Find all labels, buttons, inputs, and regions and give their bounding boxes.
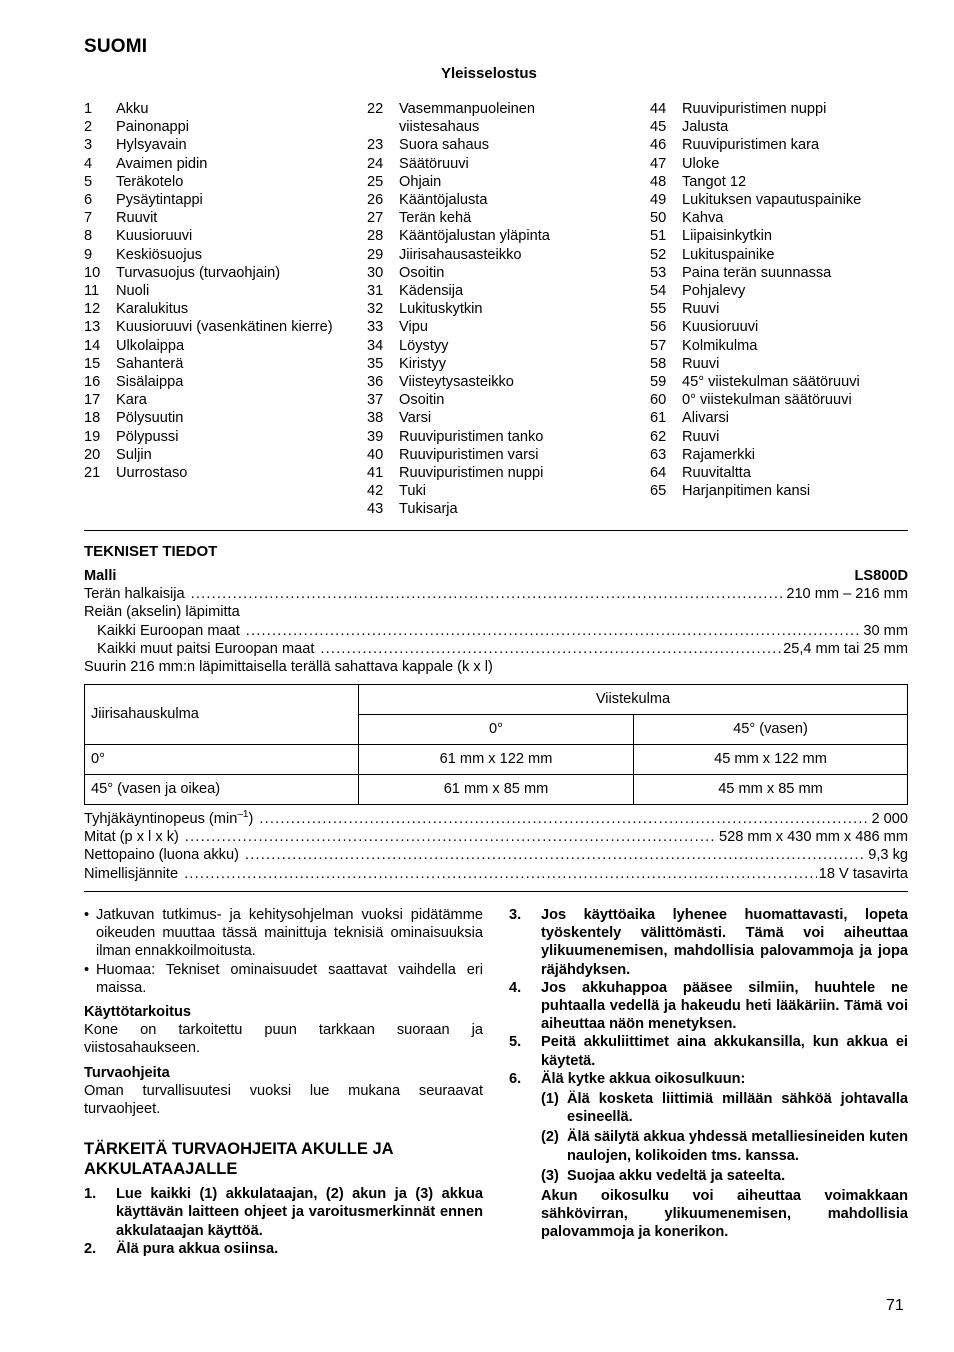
- list-item: [367, 318, 617, 336]
- part-number: 22: [367, 101, 384, 117]
- safety-heading: Turvaohjeita: [84, 1064, 170, 1081]
- list-item: [84, 428, 334, 446]
- item-text: Älä kytke akkua oikosulkuun:: [541, 1070, 746, 1087]
- part-number: 7: [84, 210, 93, 227]
- spec-dims-value: 528 mm x 430 mm x 486 mm: [719, 829, 908, 846]
- list-item: [84, 337, 334, 355]
- part-name: Nuoli: [116, 283, 150, 300]
- part-number: 40: [367, 446, 384, 463]
- leader-dots: [246, 622, 862, 640]
- part-name: Turvasuojus (turvaohjain): [116, 264, 281, 281]
- item-number: 3.: [509, 907, 522, 923]
- part-name: Kiristyy: [399, 355, 447, 372]
- spec-weight-label: Nettopaino (luona akku): [84, 847, 239, 864]
- part-number: 13: [84, 319, 101, 336]
- part-name: Kääntöjalustan yläpinta: [399, 228, 550, 245]
- list-item: [650, 136, 908, 154]
- part-number: 50: [650, 210, 667, 227]
- specifications: [84, 543, 908, 676]
- part-number: 26: [367, 192, 384, 209]
- item-number: 1.: [84, 1186, 97, 1203]
- part-number: 6: [84, 192, 93, 209]
- part-name: Hylsyavain: [116, 137, 187, 154]
- list-item: [509, 1070, 908, 1088]
- part-number: 25: [367, 173, 384, 190]
- sub-item-text: Älä säilytä akkua yhdessä metalliesineiden kuten naulojen, kolikoiden tms. kanssa.: [567, 1129, 908, 1164]
- part-name: Ulkolaippa: [116, 337, 185, 354]
- list-item: [650, 100, 908, 118]
- sub-item: [541, 1167, 908, 1185]
- part-name: Painonappi: [116, 119, 190, 136]
- part-name: Kuusioruuvi: [116, 228, 193, 245]
- list-item: [367, 373, 617, 391]
- list-item: [650, 337, 908, 355]
- part-number: 64: [650, 465, 667, 482]
- part-number: 54: [650, 283, 667, 300]
- part-name: Osoitin: [399, 392, 445, 409]
- list-item: [367, 482, 617, 500]
- list-item: [367, 155, 617, 173]
- list-item: [84, 155, 334, 173]
- table-cell-miter: 45° (vasen ja oikea): [85, 775, 359, 805]
- bullet-icon: •: [84, 907, 90, 923]
- part-name: Ruuvitaltta: [682, 465, 751, 482]
- part-name: Kädensija: [399, 283, 464, 300]
- part-name: Säätöruuvi: [399, 155, 469, 172]
- part-name: Terän kehä: [399, 210, 472, 227]
- sub-item-text: Älä kosketa liittimiä millään sähköä johtavalla esineellä.: [567, 1091, 908, 1126]
- spec-model-label: Malli: [84, 568, 117, 584]
- list-item: [650, 155, 908, 173]
- part-name: Jiirisahausasteikko: [399, 246, 522, 263]
- part-number: 33: [367, 319, 384, 336]
- part-name: Paina terän suunnassa: [682, 264, 832, 281]
- part-name: Alivarsi: [682, 410, 730, 427]
- part-name: Karalukitus: [116, 301, 189, 318]
- list-item: [650, 227, 908, 245]
- table-row: [85, 745, 908, 775]
- spec-model-row: [84, 567, 908, 585]
- table-cell-bevel-0: 61 mm x 122 mm: [359, 745, 634, 775]
- part-name: Pysäytintappi: [116, 192, 203, 209]
- list-item: [84, 373, 334, 391]
- miter-angle-header: Jiirisahauskulma: [85, 685, 359, 745]
- spec-bore-row: [84, 603, 908, 621]
- list-item: [650, 464, 908, 482]
- list-item: [367, 100, 617, 136]
- spec-dims-label: Mitat (p x l x k): [84, 829, 179, 846]
- item-text: Jos akkuhappoa pääsee silmiin, huuhtele ne puhtaalla vedellä ja hakeudu heti lääkäriin. Tämä voi aiheuttaa näön menetyksen.: [541, 979, 908, 1033]
- part-number: 29: [367, 246, 384, 263]
- part-number: 24: [367, 155, 384, 172]
- part-name: Lukituskytkin: [399, 301, 483, 318]
- list-item: [650, 355, 908, 373]
- part-name: Ruuvi: [682, 355, 720, 372]
- part-number: 10: [84, 264, 101, 281]
- part-name: Rajamerkki: [682, 446, 755, 463]
- part-number: 45: [650, 119, 667, 136]
- spec-noload-row: [84, 810, 908, 828]
- intended-use-text: Kone on tarkoitettu puun tarkkaan suoraan ja viistosahaukseen.: [84, 1022, 483, 1057]
- leader-dots: [191, 585, 785, 603]
- spec-dims-row: [84, 828, 908, 846]
- spec-capacity-label: Suurin 216 mm:n läpimittaisella terällä sahattava kappale (k x l): [84, 659, 493, 676]
- list-item: [650, 246, 908, 264]
- spec-blade-row: [84, 585, 908, 603]
- list-item: [367, 209, 617, 227]
- list-item: [367, 337, 617, 355]
- list-item: [84, 118, 334, 136]
- part-name: Ruuvipuristimen tanko: [399, 428, 544, 445]
- list-item: [367, 191, 617, 209]
- intended-use-heading: Käyttötarkoitus: [84, 1004, 192, 1021]
- list-item: [84, 100, 334, 118]
- spec-weight-value: 9,3 kg: [868, 847, 908, 864]
- item-number: 2.: [84, 1240, 97, 1257]
- part-name: Suora sahaus: [399, 137, 490, 154]
- part-name: Ruuvipuristimen varsi: [399, 446, 539, 463]
- part-number: 21: [84, 465, 101, 482]
- part-number: 36: [367, 374, 384, 391]
- spec-bore-europe-label: Kaikki Euroopan maat: [97, 622, 240, 639]
- list-item: [367, 282, 617, 300]
- item-number: 6.: [509, 1070, 522, 1087]
- part-number: 46: [650, 137, 667, 154]
- sub-item: [541, 1090, 908, 1126]
- spec-noload-label-close: ): [248, 811, 254, 827]
- list-item: [650, 446, 908, 464]
- part-number: 39: [367, 428, 384, 445]
- part-name: Liipaisinkytkin: [682, 228, 773, 245]
- spec-bore-other-value: 25,4 mm tai 25 mm: [783, 640, 908, 657]
- part-number: 15: [84, 355, 101, 372]
- part-number: 31: [367, 283, 384, 300]
- part-number: 61: [650, 410, 667, 427]
- list-item: [650, 428, 908, 446]
- bullet-icon: •: [84, 961, 90, 978]
- part-name: Ruuvipuristimen kara: [682, 137, 820, 154]
- list-item: [650, 391, 908, 409]
- part-name: Uurrostaso: [116, 465, 188, 482]
- sub-item-number: (3): [541, 1167, 559, 1184]
- part-name: Teräkotelo: [116, 173, 184, 190]
- list-item: [84, 246, 334, 264]
- part-number: 59: [650, 374, 667, 391]
- list-item: [650, 209, 908, 227]
- divider-bottom: [84, 891, 908, 892]
- spec-voltage-label: Nimellisjännite: [84, 865, 179, 882]
- part-number: 53: [650, 264, 667, 281]
- part-number: 52: [650, 246, 667, 263]
- part-number: 30: [367, 264, 384, 281]
- part-name: Kara: [116, 392, 147, 409]
- list-item: [84, 391, 334, 409]
- part-name: Varsi: [399, 410, 432, 427]
- list-item: [367, 500, 617, 518]
- general-description-title: Yleisselostus: [441, 65, 537, 82]
- list-item: [650, 282, 908, 300]
- sub-item: [541, 1128, 908, 1164]
- leader-dots: [185, 828, 717, 846]
- list-item: [367, 355, 617, 373]
- parts-list-col1: [84, 100, 334, 482]
- part-name: Ruuvit: [116, 210, 158, 227]
- list-item: [650, 318, 908, 336]
- list-item: [650, 173, 908, 191]
- part-number: 60: [650, 392, 667, 409]
- part-number: 19: [84, 428, 101, 445]
- part-number: 41: [367, 465, 384, 482]
- item-text: Peitä akkuliittimet aina akkukansilla, kun akkua ei käytetä.: [541, 1034, 908, 1069]
- list-item: [84, 209, 334, 227]
- list-item: [509, 1033, 908, 1069]
- list-item: [84, 300, 334, 318]
- list-item: [84, 961, 483, 997]
- bullet-text: Jatkuvan tutkimus- ja kehitysohjelman vuoksi pidätämme oikeuden muuttaa tässä mainittuja teknisiä ominaisuuksia ilman ennakkoilmoitusta.: [96, 907, 483, 960]
- list-item: [650, 118, 908, 136]
- list-item: [367, 227, 617, 245]
- part-name: Kuusioruuvi: [682, 319, 759, 336]
- part-number: 12: [84, 301, 101, 318]
- part-number: 14: [84, 337, 101, 354]
- part-name: Kahva: [682, 210, 724, 227]
- list-item: [650, 264, 908, 282]
- list-item: [367, 136, 617, 154]
- part-name: 0° viistekulman säätöruuvi: [682, 392, 852, 409]
- list-item: [650, 300, 908, 318]
- spec-bore-other-label: Kaikki muut paitsi Euroopan maat: [97, 640, 315, 657]
- part-name: Vasemmanpuoleinen viistesahaus: [399, 101, 536, 136]
- page-number: 71: [886, 1297, 904, 1314]
- spec-model-value: LS800D: [854, 568, 908, 584]
- parts-list-col3: [650, 100, 908, 500]
- part-name: Kuusioruuvi (vasenkätinen kierre): [116, 319, 333, 336]
- part-name: Ruuvipuristimen nuppi: [399, 465, 544, 482]
- part-number: 23: [367, 137, 384, 154]
- table-cell-miter: 0°: [85, 745, 359, 775]
- part-name: Sisälaippa: [116, 374, 184, 391]
- part-number: 1: [84, 101, 93, 117]
- list-item: [84, 446, 334, 464]
- list-item: [84, 409, 334, 427]
- part-name: Uloke: [682, 155, 720, 172]
- specifications-continued: [84, 810, 908, 883]
- list-item: [84, 282, 334, 300]
- part-name: Löystyy: [399, 337, 449, 354]
- list-item: [367, 246, 617, 264]
- part-number: 3: [84, 137, 93, 154]
- short-circuit-warning: Akun oikosulku voi aiheuttaa voimakkaan sähkövirran, ylikuumenemisen, mahdollisia palovammoja ja konerikon.: [541, 1188, 908, 1241]
- part-number: 32: [367, 301, 384, 318]
- left-column: [84, 906, 483, 1258]
- spec-bore-label: Reiän (akselin) läpimitta: [84, 604, 240, 621]
- bullet-text: Huomaa: Tekniset ominaisuudet saattavat vaihdella eri maissa.: [96, 961, 483, 996]
- part-name: Pölypussi: [116, 428, 179, 445]
- language-heading: SUOMI: [84, 36, 148, 57]
- list-item: [84, 173, 334, 191]
- part-number: 44: [650, 101, 667, 117]
- bevel-angle-header: Viistekulma: [359, 685, 908, 715]
- part-number: 11: [84, 283, 100, 300]
- part-number: 65: [650, 483, 667, 500]
- table-cell-bevel-0: 61 mm x 85 mm: [359, 775, 634, 805]
- leader-dots: [259, 810, 869, 828]
- right-column: [509, 906, 908, 1242]
- list-item: [509, 979, 908, 1034]
- part-number: 17: [84, 392, 101, 409]
- list-item: [84, 191, 334, 209]
- part-name: Osoitin: [399, 264, 445, 281]
- part-name: Vipu: [399, 319, 428, 336]
- list-item: [84, 355, 334, 373]
- list-item: [650, 409, 908, 427]
- battery-safety-heading: TÄRKEITÄ TURVAOHJEITA AKULLE JA AKKULATAAJALLE: [84, 1140, 393, 1179]
- spec-bore-europe-value: 30 mm: [863, 622, 908, 639]
- part-name: Lukituspainike: [682, 246, 775, 263]
- part-number: 8: [84, 228, 93, 245]
- divider-top: [84, 530, 908, 531]
- part-number: 42: [367, 483, 384, 500]
- leader-dots: [245, 846, 866, 864]
- table-cell-bevel-45: 45 mm x 122 mm: [634, 745, 908, 775]
- part-name: Pohjalevy: [682, 283, 746, 300]
- list-item: [84, 1185, 483, 1240]
- part-name: Viisteytysasteikko: [399, 374, 514, 391]
- part-number: 37: [367, 392, 384, 409]
- list-item: [650, 373, 908, 391]
- safety-text: Oman turvallisuutesi vuoksi lue mukana seuraavat turvaohjeet.: [84, 1082, 483, 1118]
- part-number: 57: [650, 337, 667, 354]
- part-number: 16: [84, 374, 101, 391]
- part-name: Ruuvi: [682, 428, 720, 445]
- list-item: [84, 464, 334, 482]
- part-name: Suljin: [116, 446, 152, 463]
- part-name: Kääntöjalusta: [399, 192, 488, 209]
- bevel-45-header: 45° (vasen): [634, 715, 908, 745]
- part-number: 62: [650, 428, 667, 445]
- list-item: [367, 428, 617, 446]
- spec-noload-label: [84, 810, 253, 828]
- part-number: 9: [84, 246, 93, 263]
- item-text: Jos käyttöaika lyhenee huomattavasti, lopeta työskentely välittömästi. Tämä voi aiheuttaa ylikuumenemisen, mahdollisia palovammoja ja jopa räjähdyksen.: [541, 907, 908, 978]
- part-name: Keskiösuojus: [116, 246, 202, 263]
- part-name: Kolmikulma: [682, 337, 758, 354]
- sub-item-text: Suojaa akku vedeltä ja sateelta.: [567, 1167, 786, 1184]
- sub-item-number: (2): [541, 1129, 559, 1146]
- table-row: [85, 775, 908, 805]
- list-item: [509, 906, 908, 979]
- item-text: Lue kaikki (1) akkulataajan, (2) akun ja (3) akkua käyttävän laitteen ohjeet ja varoitusmerkinnät ennen akkulataajan käyttöä.: [116, 1186, 483, 1239]
- part-name: Harjanpitimen kansi: [682, 483, 811, 500]
- part-number: 49: [650, 192, 667, 209]
- part-number: 63: [650, 446, 667, 463]
- part-name: 45° viistekulman säätöruuvi: [682, 374, 860, 391]
- spec-voltage-value: 18 V tasavirta: [818, 865, 908, 882]
- spec-noload-unit-exponent: –1: [237, 809, 249, 820]
- part-name: Akku: [116, 101, 149, 117]
- part-number: 51: [650, 228, 667, 245]
- part-name: Ruuvipuristimen nuppi: [682, 101, 827, 117]
- part-number: 28: [367, 228, 384, 245]
- table-cell-bevel-45: 45 mm x 85 mm: [634, 775, 908, 805]
- list-item: [84, 318, 334, 336]
- list-item: [367, 264, 617, 282]
- part-number: 20: [84, 446, 101, 463]
- part-name: Tuki: [399, 483, 427, 500]
- leader-dots: [184, 865, 817, 883]
- part-name: Avaimen pidin: [116, 155, 208, 172]
- list-item: [650, 191, 908, 209]
- list-item: [367, 446, 617, 464]
- part-name: Tangot 12: [682, 173, 747, 190]
- list-item: [367, 173, 617, 191]
- spec-noload-value: 2 000: [871, 811, 908, 827]
- part-number: 4: [84, 155, 93, 172]
- part-name: Ruuvi: [682, 301, 720, 318]
- spec-blade-label: Terän halkaisija: [84, 586, 185, 603]
- item-number: 4.: [509, 979, 522, 996]
- list-item: [367, 409, 617, 427]
- item-number: 5.: [509, 1034, 522, 1051]
- item-text: Älä pura akkua osiinsa.: [116, 1240, 279, 1257]
- part-number: 5: [84, 173, 93, 190]
- part-number: 18: [84, 410, 101, 427]
- part-number: 35: [367, 355, 384, 372]
- spec-voltage-row: [84, 865, 908, 883]
- part-number: 47: [650, 155, 667, 172]
- part-number: 55: [650, 301, 667, 318]
- spec-blade-value: 210 mm – 216 mm: [786, 586, 908, 603]
- spec-weight-row: [84, 846, 908, 864]
- sub-item-number: (1): [541, 1091, 559, 1108]
- parts-list-col2: [367, 100, 617, 519]
- part-name: Sahanterä: [116, 355, 184, 372]
- specs-heading: TEKNISET TIEDOT: [84, 543, 218, 560]
- list-item: [84, 1240, 483, 1258]
- part-number: 48: [650, 173, 667, 190]
- list-item: [367, 300, 617, 318]
- part-number: 58: [650, 355, 667, 372]
- part-name: Jalusta: [682, 119, 729, 136]
- spec-capacity-row: [84, 658, 908, 676]
- list-item: [367, 391, 617, 409]
- spec-bore-europe-row: [84, 622, 908, 640]
- part-number: 38: [367, 410, 384, 427]
- bevel-0-header: 0°: [359, 715, 634, 745]
- part-number: 56: [650, 319, 667, 336]
- list-item: [84, 227, 334, 245]
- list-item: [367, 464, 617, 482]
- leader-dots: [320, 640, 781, 658]
- spec-bore-other-row: [84, 640, 908, 658]
- list-item: [84, 264, 334, 282]
- cutting-capacity-table: [84, 684, 908, 805]
- part-name: Pölysuutin: [116, 410, 184, 427]
- part-number: 43: [367, 501, 384, 518]
- list-item: [650, 482, 908, 500]
- list-item: [84, 136, 334, 154]
- part-number: 34: [367, 337, 384, 354]
- part-name: Tukisarja: [399, 501, 458, 518]
- list-item: [84, 906, 483, 961]
- part-name: Ohjain: [399, 173, 442, 190]
- part-number: 27: [367, 210, 384, 227]
- part-name: Lukituksen vapautuspainike: [682, 192, 862, 209]
- spec-noload-label-text: Tyhjäkäyntinopeus (min: [84, 811, 238, 827]
- part-number: 2: [84, 119, 93, 136]
